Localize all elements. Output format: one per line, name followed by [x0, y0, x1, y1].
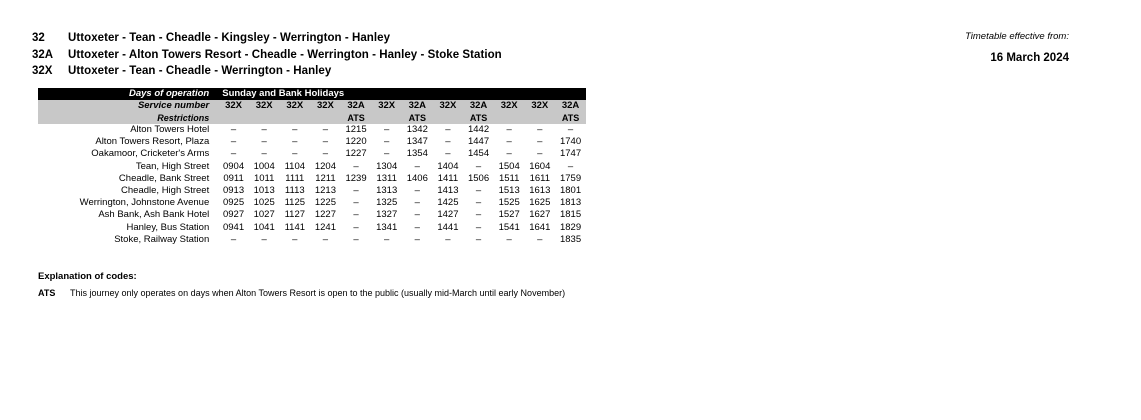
time-cell-9-0: –: [218, 234, 249, 246]
time-cell-4-4: 1239: [341, 173, 372, 185]
time-cell-7-2: 1127: [279, 209, 310, 221]
time-cell-8-2: 1141: [279, 222, 310, 234]
time-cell-8-3: 1241: [310, 222, 341, 234]
restriction-cell-2: [279, 112, 310, 124]
time-cell-6-4: –: [341, 197, 372, 209]
route-line: [32, 63, 732, 80]
time-cell-8-4: –: [341, 222, 372, 234]
code-row: [38, 287, 738, 299]
time-cell-6-7: 1425: [433, 197, 464, 209]
restriction-cell-6: ATS: [408, 113, 426, 123]
time-cell-5-2: 1113: [279, 185, 310, 197]
time-cell-6-8: –: [463, 197, 494, 209]
restriction-cell-10: [524, 112, 555, 124]
time-cell-5-8: –: [463, 185, 494, 197]
time-cell-9-10: –: [524, 234, 555, 246]
time-cell-6-5: 1325: [371, 197, 402, 209]
table-row: [38, 197, 586, 209]
time-cell-6-9: 1525: [494, 197, 525, 209]
time-cell-1-1: –: [249, 136, 280, 148]
time-cell-4-6: 1406: [402, 173, 433, 185]
days-of-operation-value: Sunday and Bank Holidays: [222, 88, 345, 99]
time-cell-7-5: 1327: [371, 209, 402, 221]
time-cell-4-0: 0911: [218, 173, 249, 185]
time-cell-3-6: –: [402, 161, 433, 173]
time-cell-1-3: –: [310, 136, 341, 148]
time-cell-9-3: –: [310, 234, 341, 246]
table-row: [38, 234, 586, 246]
time-cell-9-7: –: [433, 234, 464, 246]
time-cell-2-6: 1354: [402, 148, 433, 160]
time-cell-0-5: –: [371, 124, 402, 136]
time-cell-2-5: –: [371, 148, 402, 160]
time-cell-7-9: 1527: [494, 209, 525, 221]
time-cell-5-5: 1313: [371, 185, 402, 197]
time-cell-1-2: –: [279, 136, 310, 148]
explanation-title: Explanation of codes:: [38, 271, 137, 282]
service-number-cell-11: 32A: [561, 100, 580, 111]
time-cell-3-7: 1404: [433, 161, 464, 173]
time-cell-6-2: 1125: [279, 197, 310, 209]
effective-from-date: 16 March 2024: [990, 52, 1069, 64]
time-cell-2-4: 1227: [341, 148, 372, 160]
time-cell-8-5: 1341: [371, 222, 402, 234]
service-number-cell-5: 32X: [378, 100, 396, 111]
table-row: [38, 136, 586, 148]
route-number: 32A: [32, 48, 54, 61]
time-cell-5-6: –: [402, 185, 433, 197]
time-cell-9-6: –: [402, 234, 433, 246]
route-number: 32X: [32, 65, 53, 77]
time-cell-2-2: –: [279, 148, 310, 160]
time-cell-3-3: 1204: [310, 161, 341, 173]
service-number-row: [38, 100, 586, 112]
time-cell-6-11: 1813: [555, 197, 586, 209]
time-cell-6-3: 1225: [310, 197, 341, 209]
time-cell-6-10: 1625: [524, 197, 555, 209]
time-cell-2-1: –: [249, 148, 280, 160]
time-cell-5-0: 0913: [218, 185, 249, 197]
time-cell-3-10: 1604: [524, 161, 555, 173]
days-of-operation-label: Days of operation: [128, 88, 210, 99]
time-cell-8-0: 0941: [218, 222, 249, 234]
table-row: [38, 148, 586, 160]
time-cell-0-1: –: [249, 124, 280, 136]
time-cell-0-0: –: [218, 124, 249, 136]
stop-name: Cheadle, Bank Street: [38, 173, 218, 185]
time-cell-8-7: 1441: [433, 222, 464, 234]
restriction-cell-0: [218, 112, 249, 124]
time-cell-3-0: 0904: [218, 161, 249, 173]
time-cell-0-11: –: [555, 124, 586, 136]
time-cell-9-9: –: [494, 234, 525, 246]
route-line: [32, 30, 732, 47]
time-cell-5-9: 1513: [494, 185, 525, 197]
time-cell-0-9: –: [494, 124, 525, 136]
restriction-cell-9: [494, 112, 525, 124]
service-number-cell-10: 32X: [531, 100, 549, 111]
time-cell-3-9: 1504: [494, 161, 525, 173]
time-cell-7-6: –: [402, 209, 433, 221]
time-cell-8-10: 1641: [524, 222, 555, 234]
time-cell-8-9: 1541: [494, 222, 525, 234]
explanation-of-codes: [38, 270, 738, 299]
time-cell-4-10: 1611: [524, 173, 555, 185]
time-cell-9-11: 1835: [555, 234, 586, 246]
time-cell-5-7: 1413: [433, 185, 464, 197]
table-row: [38, 161, 586, 173]
service-number-cell-9: 32X: [500, 100, 518, 111]
time-cell-2-8: 1454: [463, 148, 494, 160]
time-cell-1-8: 1447: [463, 136, 494, 148]
time-cell-8-11: 1829: [555, 222, 586, 234]
time-cell-1-7: –: [433, 136, 464, 148]
time-cell-7-10: 1627: [524, 209, 555, 221]
restriction-cell-1: [249, 112, 280, 124]
time-cell-9-1: –: [249, 234, 280, 246]
restrictions-row: [38, 112, 586, 124]
effective-from-label: Timetable effective from:: [965, 31, 1069, 42]
time-cell-4-11: 1759: [555, 173, 586, 185]
time-cell-0-3: –: [310, 124, 341, 136]
time-cell-3-8: –: [463, 161, 494, 173]
route-number: 32: [32, 32, 45, 44]
timetable-body: [38, 88, 586, 246]
service-number-cell-4: 32A: [347, 100, 365, 111]
code-description: This journey only operates on days when Alton Towers Resort is open to the public (usually mid-March until early November): [70, 288, 566, 298]
time-cell-6-1: 1025: [249, 197, 280, 209]
time-cell-3-5: 1304: [371, 161, 402, 173]
restriction-cell-11: ATS: [561, 113, 580, 123]
service-number-cell-7: 32X: [439, 100, 457, 111]
table-row: [38, 173, 586, 185]
time-cell-9-2: –: [279, 234, 310, 246]
time-cell-1-4: 1220: [341, 136, 372, 148]
time-cell-2-7: –: [433, 148, 464, 160]
route-description: Uttoxeter - Tean - Cheadle - Kingsley - Werrington - Hanley: [68, 32, 391, 44]
time-cell-5-4: –: [341, 185, 372, 197]
stop-name: Cheadle, High Street: [38, 185, 218, 197]
time-cell-8-6: –: [402, 222, 433, 234]
time-cell-5-11: 1801: [555, 185, 586, 197]
service-number-cell-3: 32X: [316, 100, 334, 111]
stop-name: Tean, High Street: [38, 161, 218, 173]
time-cell-0-4: 1215: [341, 124, 372, 136]
time-cell-0-7: –: [433, 124, 464, 136]
timetable: [38, 88, 586, 246]
time-cell-9-8: –: [463, 234, 494, 246]
stop-name: Werrington, Johnstone Avenue: [38, 197, 218, 209]
restriction-cell-4: ATS: [347, 113, 365, 123]
stop-name: Ash Bank, Ash Bank Hotel: [38, 209, 218, 221]
time-cell-9-5: –: [371, 234, 402, 246]
route-description: Uttoxeter - Alton Towers Resort - Cheadle - Werrington - Hanley - Stoke Station: [68, 48, 502, 61]
service-number-cell-8: 32A: [469, 100, 488, 111]
table-row: [38, 124, 586, 136]
time-cell-4-9: 1511: [494, 173, 525, 185]
restriction-cell-8: ATS: [469, 113, 488, 123]
time-cell-3-1: 1004: [249, 161, 280, 173]
service-number-cell-6: 32A: [408, 100, 427, 111]
time-cell-2-10: –: [524, 148, 555, 160]
time-cell-7-7: 1427: [433, 209, 464, 221]
time-cell-0-10: –: [524, 124, 555, 136]
time-cell-5-3: 1213: [310, 185, 341, 197]
time-cell-2-0: –: [218, 148, 249, 160]
table-row: [38, 209, 586, 221]
service-number-cell-2: 32X: [286, 100, 304, 111]
time-cell-8-1: 1041: [249, 222, 280, 234]
time-cell-1-5: –: [371, 136, 402, 148]
table-row: [38, 185, 586, 197]
time-cell-3-2: 1104: [279, 161, 310, 173]
time-cell-1-0: –: [218, 136, 249, 148]
restriction-cell-7: [433, 112, 464, 124]
time-cell-2-11: 1747: [555, 148, 586, 160]
restrictions-label: Restrictions: [157, 113, 210, 123]
time-cell-4-5: 1311: [371, 173, 402, 185]
time-cell-7-3: 1227: [310, 209, 341, 221]
days-of-operation-row: [38, 88, 586, 100]
time-cell-2-3: –: [310, 148, 341, 160]
time-cell-6-0: 0925: [218, 197, 249, 209]
time-cell-8-8: –: [463, 222, 494, 234]
table-row: [38, 222, 586, 234]
time-cell-5-1: 1013: [249, 185, 280, 197]
code-key: ATS: [38, 288, 56, 298]
time-cell-4-3: 1211: [310, 173, 341, 185]
time-cell-0-6: 1342: [402, 124, 433, 136]
stop-name: Alton Towers Hotel: [38, 124, 218, 136]
service-number-cell-1: 32X: [255, 100, 273, 111]
stop-name: Stoke, Railway Station: [38, 234, 218, 246]
time-cell-7-8: –: [463, 209, 494, 221]
time-cell-4-2: 1111: [279, 173, 310, 185]
time-cell-1-11: 1740: [555, 136, 586, 148]
time-cell-7-1: 1027: [249, 209, 280, 221]
restriction-cell-3: [310, 112, 341, 124]
time-cell-4-7: 1411: [433, 173, 464, 185]
time-cell-3-4: –: [341, 161, 372, 173]
time-cell-6-6: –: [402, 197, 433, 209]
time-cell-4-1: 1011: [249, 173, 280, 185]
restriction-cell-5: [371, 112, 402, 124]
effective-from-block: [965, 30, 1069, 68]
route-line: [32, 47, 732, 64]
time-cell-1-6: 1347: [402, 136, 433, 148]
time-cell-5-10: 1613: [524, 185, 555, 197]
time-cell-1-9: –: [494, 136, 525, 148]
route-description: Uttoxeter - Tean - Cheadle - Werrington - Hanley: [68, 65, 332, 77]
service-number-cell-0: 32X: [225, 100, 242, 111]
time-cell-2-9: –: [494, 148, 525, 160]
stop-name: Oakamoor, Cricketer's Arms: [38, 148, 218, 160]
time-cell-7-11: 1815: [555, 209, 586, 221]
time-cell-1-10: –: [524, 136, 555, 148]
time-cell-7-4: –: [341, 209, 372, 221]
time-cell-4-8: 1506: [463, 173, 494, 185]
route-header: [32, 30, 732, 80]
stop-name: Hanley, Bus Station: [38, 222, 218, 234]
time-cell-0-8: 1442: [463, 124, 494, 136]
time-cell-3-11: –: [555, 161, 586, 173]
time-cell-9-4: –: [341, 234, 372, 246]
stop-name: Alton Towers Resort, Plaza: [38, 136, 218, 148]
time-cell-7-0: 0927: [218, 209, 249, 221]
time-cell-0-2: –: [279, 124, 310, 136]
service-number-label: Service number: [137, 100, 210, 111]
